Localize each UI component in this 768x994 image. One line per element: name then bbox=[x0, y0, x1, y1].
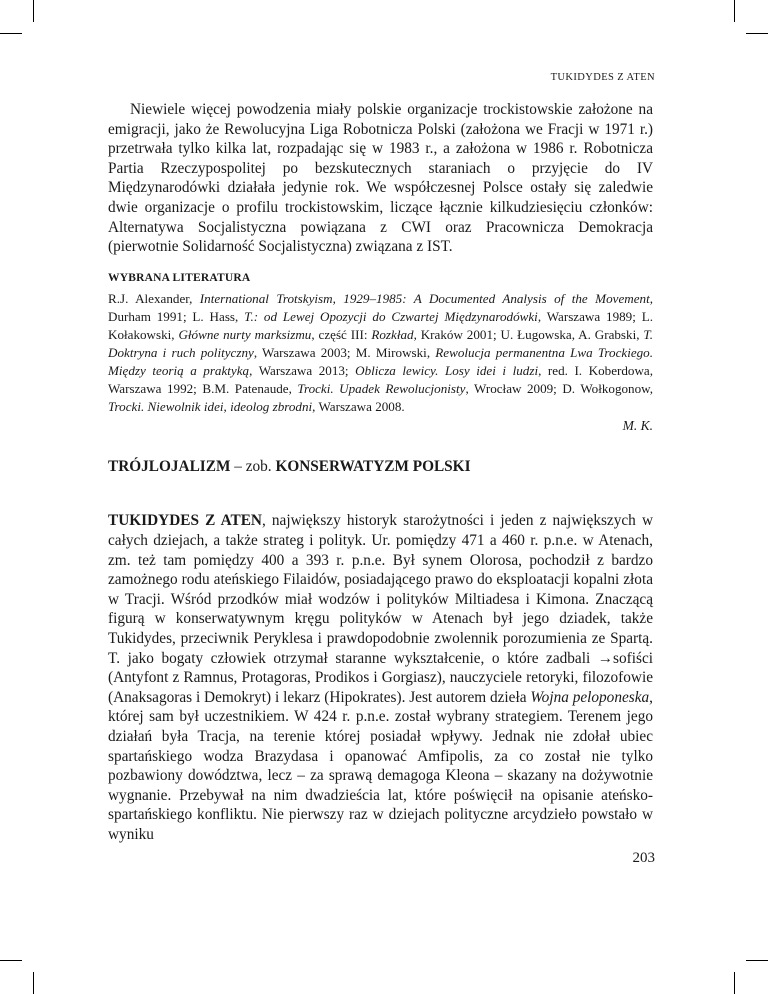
encyclopedia-entry bbox=[108, 511, 653, 844]
crop-mark bbox=[33, 0, 34, 22]
page-number: 203 bbox=[632, 850, 655, 866]
bibliography-title: International Trotskyism, 1929–1985: A Documented Analysis of the Movement bbox=[199, 290, 650, 306]
intro-paragraph: Niewiele więcej powodzenia miały polskie organizacje trockistowskie założone na emigracji, jako że Rewolucyjna Liga Robotnicza Polski (założona we Fracji w 1971 r.) przetrwała tylko kilka lat, rozpadając się w 1983 r., a założona w 1986 r. Robotnicza Partia Rzeczypospolitej po bezskutecznych staraniach o przyjęcie do IV Międzynarodówki działała jedynie rok. We współczesnej Polsce ostały się zaledwie dwie organizacje o profilu trockistowskim, liczące łącznie kilkudziesięciu członków: Alternatywa Socjalistyczna powiązana z CWI oraz Pracownicza Demokracja (pierwotnie Solidarność Socjalistyczna) związana z IST. bbox=[108, 101, 653, 256]
entry-text: , której sam był uczestnikiem. W 424 r. p.n.e. został wybrany strategiem. Terenem jego działań była Tracja, na terenie której posiadał wpływy. Jednak nie zdołał ubiec spartańskiego wodza Brazydasa i opanować Amfipolis, za co został nie tylko pozbawiony dowództwa, lecz – za sprawą demagoga Kleona – skazany na dożywotnie wygnanie. Przebywał na nim dwadzieścia lat, które poświęcił na opisanie ateńsko-spartańskiego konfliktu. Nie pierwszy raz w dziejach polityczne arcydzieło powstało w wyniku bbox=[108, 688, 653, 843]
crop-mark bbox=[734, 0, 735, 22]
crop-mark bbox=[0, 33, 22, 34]
entry-work-title: Wojna peloponeska bbox=[530, 688, 650, 706]
bibliography bbox=[108, 290, 653, 417]
bibliography-text: , Kraków 2001; U. Ługowska, A. Grabski, bbox=[413, 326, 644, 342]
crop-mark bbox=[746, 960, 768, 961]
entry-text: , największy historyk starożytności i jeden z największych w całych dziejach, a także strateg i polityk. Ur. pomiędzy 471 a 460 r. p.n.e. w Atenach, zm. też tam pomiędzy 400 a 393 r. p.n.e. Był synem Olorosa, pochodził z bardzo zamożnego rodu ateńskiego Filaidów, posiadającego prawo do eksploatacji kopalni złota w Tracji. Wśród przodków miał wodzów i polityków Miltiadesa i Kimona. Znaczącą figurą w konserwatywnym kręgu polityków w Atenach był jego dziadek, także Tukidydes, przeciwnik Peryklesa i prawdopodobnie zwolennik porozumienia ze Spartą. T. jako bogaty człowiek otrzymał staranne wykształcenie, o które zadbali →sofiści (Antyfont z Ramnus, Protagoras, Prodikos i Gorgiasz), nauczyciele retoryki, filozofowie (Anaksagoras i Demokryt) i lekarz (Hipokrates). Jest autorem dzieła bbox=[108, 512, 653, 706]
bibliography-text: R.J. Alexander, bbox=[108, 290, 200, 306]
entry-headword: TUKIDYDES Z ATEN bbox=[108, 512, 262, 530]
crossref-term: TRÓJLOJALIZM bbox=[108, 458, 231, 476]
literature-heading: WYBRANA LITERATURA bbox=[108, 271, 251, 284]
bibliography-title: Rewolucja permanentna Lwa Trockiego. Między teorią a praktyką bbox=[108, 345, 654, 379]
bibliography-text: , Warszawa 2013; bbox=[249, 363, 356, 379]
crop-mark bbox=[0, 960, 22, 961]
crossref-mid: – zob. bbox=[230, 458, 276, 476]
bibliography-title: Główne nurty marksizmu bbox=[178, 326, 312, 342]
bibliography-title: Trocki. Upadek Rewolucjonisty bbox=[297, 381, 466, 397]
bibliography-title: T. Doktryna i ruch polityczny bbox=[108, 326, 653, 361]
crop-mark bbox=[746, 33, 768, 34]
crossref-entry bbox=[108, 458, 653, 476]
bibliography-title: Rozkład bbox=[371, 326, 414, 342]
crop-mark bbox=[734, 972, 735, 994]
bibliography-text: , Wrocław 2009; D. Wołkogonow, bbox=[465, 381, 654, 397]
bibliography-text: , red. I. Koberdowa, Warszawa 1992; B.M. Patenaude, bbox=[108, 363, 653, 397]
crossref-target[interactable]: KONSERWATYZM POLSKI bbox=[275, 458, 471, 476]
bibliography-text: , część III: bbox=[311, 326, 372, 342]
running-head: TUKIDYDES Z ATEN bbox=[550, 72, 655, 83]
author-initials: M. K. bbox=[622, 418, 653, 434]
page-body bbox=[108, 100, 653, 845]
bibliography-title: Trocki. Niewolnik idei, ideolog zbrodni bbox=[108, 399, 313, 415]
bibliography-text: , Durham 1991; L. Hass, bbox=[108, 290, 653, 324]
bibliography-text: , Warszawa 2003; M. Mirowski, bbox=[253, 345, 436, 361]
bibliography-title: T.: od Lewej Opozycji do Czwartej Międzynarodówki bbox=[244, 308, 538, 324]
bibliography-title: Oblicza lewicy. Losy idei i ludzi bbox=[355, 363, 539, 379]
bibliography-text: , Warszawa 1989; L. Kołakowski, bbox=[108, 308, 653, 342]
crop-mark bbox=[33, 972, 34, 994]
bibliography-text: , Warszawa 2008. bbox=[312, 399, 405, 415]
